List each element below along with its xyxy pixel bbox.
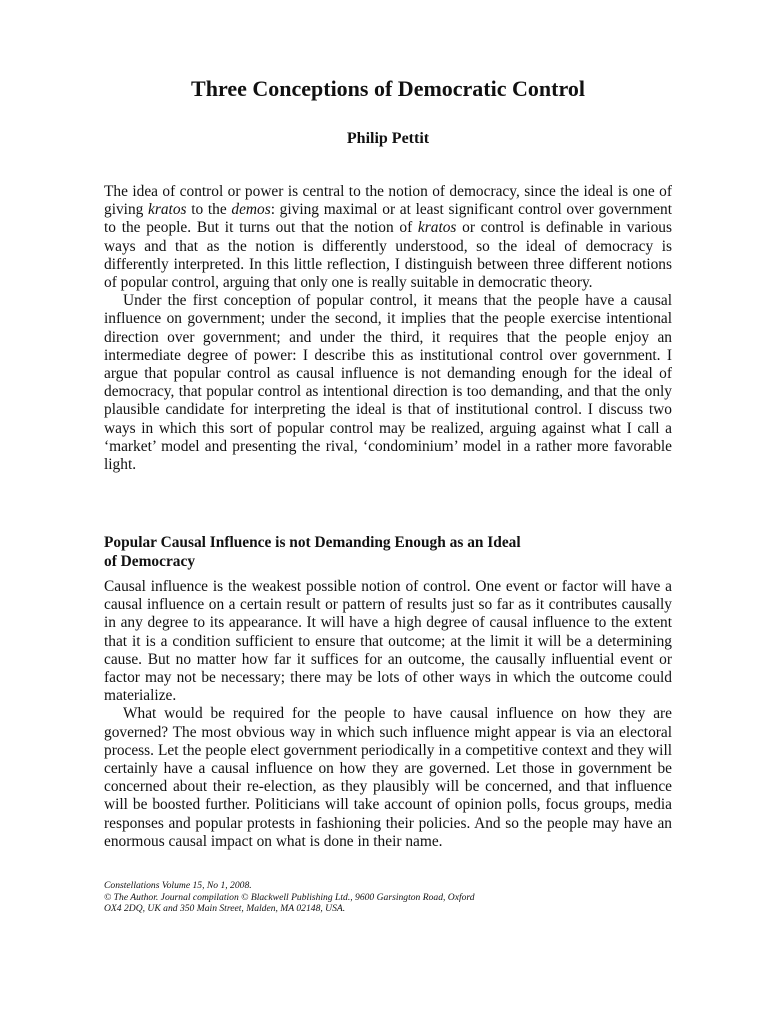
intro-p1-text-3: : giving maximal or at least significant control over government to the people. But it turns out that the notion of xyxy=(104,201,672,237)
intro-p1-italic-3: kratos xyxy=(417,219,457,237)
intro-paragraph-2: Under the first conception of popular control, it means that the people have a causal influence on government; under the second, it implies that the people exercise intentional direction over government; and under the third, it requires that the people enjoy an intermediate degree of power: I describe this as institutional control over government. I argue that popular control as causal influence is not demanding enough for the ideal of democracy, that popular control as intentional direction is too demanding, and that the only plausible candidate for interpreting the ideal is that of institutional control. I discuss two ways in which this sort of popular control may be realized, arguing against what I call a ‘market’ model and presenting the rival, ‘condominium’ model in a rather more favorable light. xyxy=(104,292,672,474)
paper-title: Three Conceptions of Democratic Control xyxy=(191,76,585,101)
footer-line-2: © The Author. Journal compilation © Blackwell Publishing Ltd., 9600 Garsington Road, Oxford xyxy=(104,891,475,903)
footer-line-3: OX4 2DQ, UK and 350 Main Street, Malden, MA 02148, USA. xyxy=(104,903,346,915)
footer-line-1: Constellations Volume 15, No 1, 2008. xyxy=(104,880,252,891)
section-paragraph-1: Causal influence is the weakest possible notion of control. One event or factor will have a causal influence on a certain result or pattern of results just so far as it contributes causally in any degree to its appearance. It will have a high degree of causal influence to the extent that it is a condition sufficient to ensure that outcome; at the limit it will be a determining cause. But no matter how far it suffices for an outcome, the causally influential event or factor may not be necessary; there may be lots of other ways in which the outcome could materialize. xyxy=(104,578,672,705)
section-paragraph-2: What would be required for the people to have causal influence on how they are governed? The most obvious way in which such influence might appear is via an electoral process. Let the people elect government periodically in a competitive context and they will certainly have a causal influence on how they are governed. Let those in government be concerned about their re-election, as they plausibly will be concerned, and that influence will be boosted further. Politicians will take account of opinion polls, focus groups, media responses and popular protests in fashioning their policies. And so the people may have an enormous causal impact on what is done in their name. xyxy=(104,705,672,850)
intro-p1-text-2: to the xyxy=(186,201,232,219)
section-heading-line-2: of Democracy xyxy=(104,552,196,570)
intro-p1-text-1: The idea of control or power is central to the notion of democracy, since the ideal is one of giving xyxy=(104,183,672,219)
section-body xyxy=(104,578,672,851)
intro-p1-italic-1: kratos xyxy=(148,201,187,219)
intro-p1-italic-2: demos xyxy=(231,201,271,219)
intro-paragraph-1 xyxy=(104,183,672,292)
author-name: Philip Pettit xyxy=(346,130,430,147)
introduction xyxy=(104,183,672,474)
intro-p1-text-4: or control is definable in various ways and that as the notion is differently understood, so the ideal of democracy is differently interpreted. In this little reflection, I distinguish between three different notions of popular control, arguing that only one is really suitable in democratic theory. xyxy=(104,219,672,292)
journal-footer xyxy=(104,880,672,915)
section-heading-line-1: Popular Causal Influence is not Demanding Enough as an Ideal xyxy=(104,534,521,551)
section-heading xyxy=(104,534,624,571)
